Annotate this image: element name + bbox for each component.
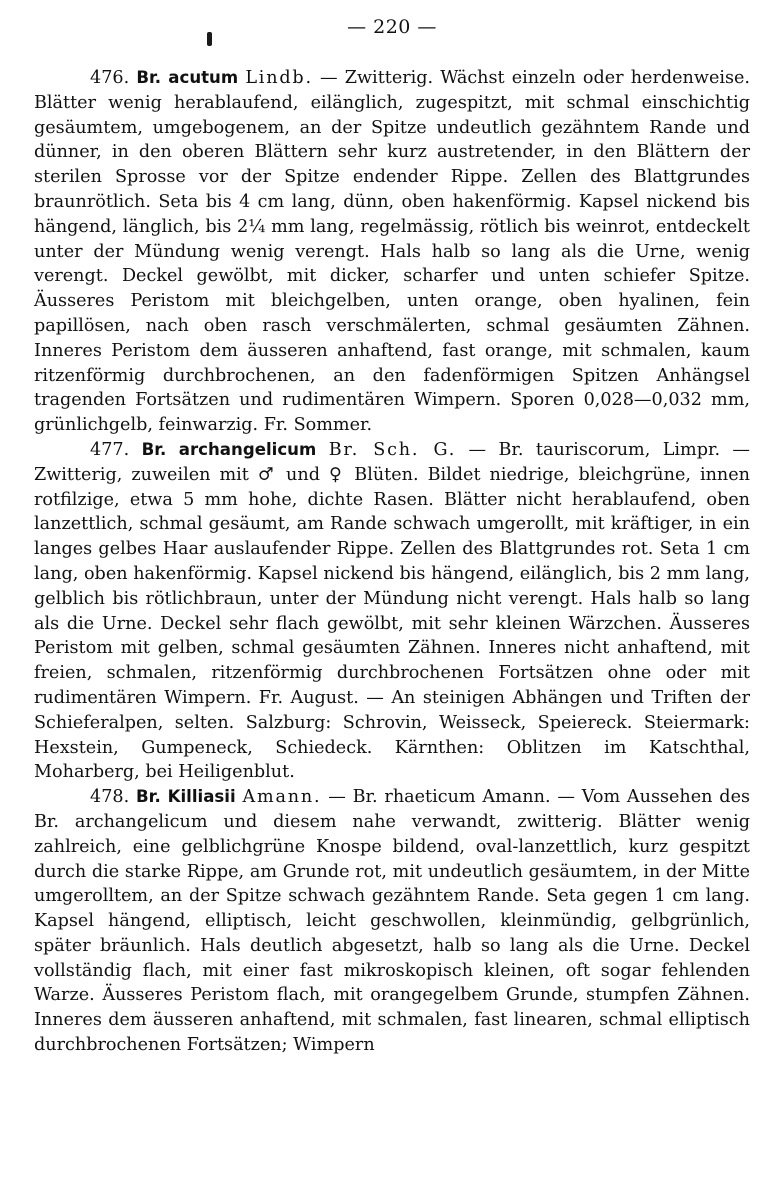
entry-species: archangelicum: [178, 439, 317, 459]
entry-author: Amann.: [242, 787, 322, 808]
page-body: [34, 66, 750, 1058]
entry-genus: Br.: [136, 68, 162, 87]
entry-number: 477.: [90, 439, 130, 460]
ink-blot: [207, 32, 212, 46]
entry-number: 476.: [90, 68, 130, 88]
entry-478: [34, 785, 750, 1058]
entry-species: Killiasii: [167, 787, 236, 807]
entry-genus: Br.: [141, 439, 167, 459]
entry-genus: Br.: [136, 787, 161, 807]
page-number: — 220 —: [347, 16, 437, 38]
entry-text: — Br. tauriscorum, Limpr. — Zwitterig, zuweilen mit ♂ und ♀ Blüten. Bildet niedrige, bleichgrüne, innen rotfilzige, etwa 5 mm hohe, dichte Rasen. Blätter nicht herablaufend, oben lanzettlich, schmal gesäumt, am Rande schwach umgerollt, mit kräftiger, in ein langes gelbes Haar auslaufender Rippe. Zellen des Blattgrundes rot. Seta 1 cm lang, oben hakenförmig. Kapsel nickend bis hängend, eilänglich, bis 2 mm lang, gelblich bis rötlichbraun, unter der Mündung nicht verengt. Hals halb so lang als die Urne. Deckel sehr flach gewölbt, mit sehr kleinen Wärzchen. Äusseres Peristom mit gelben, schmal gesäumten Zähnen. Inneres nicht anhaftend, mit freien, schmalen, ritzenförmig durchbrochenen Fortsätzen ohne oder mit rudimentären Wimpern. Fr. August. — An steinigen Abhängen und Triften der Schieferalpen, selten. Salzburg: Schrovin, Weisseck, Speiereck. Steiermark: Hexstein, Gumpeneck, Schiedeck. Kärnthen: Oblitzen im Katschthal, Moharberg, bei Heiligenblut.: [34, 439, 751, 783]
entry-476: [34, 66, 750, 438]
entry-text: — Zwitterig. Wächst einzeln oder herdenweise. Blätter wenig herablaufend, eilänglich, zugespitzt, mit schmal einschichtig gesäumtem, umgebogenem, an der Spitze undeutlich gezähntem Rande und dünner, in den oberen Blättern sehr kurz austretender, in den Blättern der sterilen Sprosse vor der Spitze endender Rippe. Zellen des Blattgrundes braunrötlich. Seta bis 4 cm lang, dünn, oben hakenförmig. Kapsel nickend bis hängend, länglich, bis 2¼ mm lang, regelmässig, rötlich bis weinrot, entdeckelt unter der Mündung wenig verengt. Hals halb so lang als die Urne, wenig verengt. Deckel gewölbt, mit dicker, scharfer und unten schiefer Spitze. Äusseres Peristom mit bleichgelben, unten orange, oben hyalinen, fein papillösen, nach oben rasch verschmälerten, schmal gesäumten Zähnen. Inneres Peristom dem äusseren anhaftend, fast orange, mit schmalen, kaum ritzenförmig durchbrochenen, an den fadenförmigen Spitzen Anhängsel tragenden Fortsätzen und rudimentären Wimpern. Sporen 0,028—0,032 mm, grünlichgelb, feinwarzig. Fr. Sommer.: [34, 68, 751, 436]
entry-author: Lindb.: [245, 68, 313, 88]
entry-number: 478.: [90, 787, 130, 808]
entry-477: [34, 438, 750, 785]
entry-species: acutum: [168, 68, 239, 87]
entry-text: — Br. rhaeticum Amann. — Vom Aussehen des Br. archangelicum und diesem nahe verwandt, zwitterig. Blätter wenig zahlreich, eine gelblichgrüne Knospe bildend, oval-lanzettlich, kurz gespitzt durch die starke Rippe, am Grunde rot, mit undeutlich gesäumtem, in der Mitte umgerolltem, an der Spitze schwach gezähntem Rande. Seta gegen 1 cm lang. Kapsel hängend, elliptisch, leicht geschwollen, kleinmündig, gelbgrünlich, später bräunlich. Hals deutlich abgesetzt, halb so lang als die Urne. Deckel vollständig flach, mit einer fast mikroskopisch kleinen, oft sogar fehlenden Warze. Äusseres Peristom flach, mit orangegelbem Grunde, stumpfen Zähnen. Inneres dem äusseren anhaftend, mit schmalen, fast linearen, schmal elliptisch durchbrochenen Fortsätzen; Wimpern: [34, 787, 751, 1056]
entry-author: Br. Sch. G.: [328, 439, 457, 460]
